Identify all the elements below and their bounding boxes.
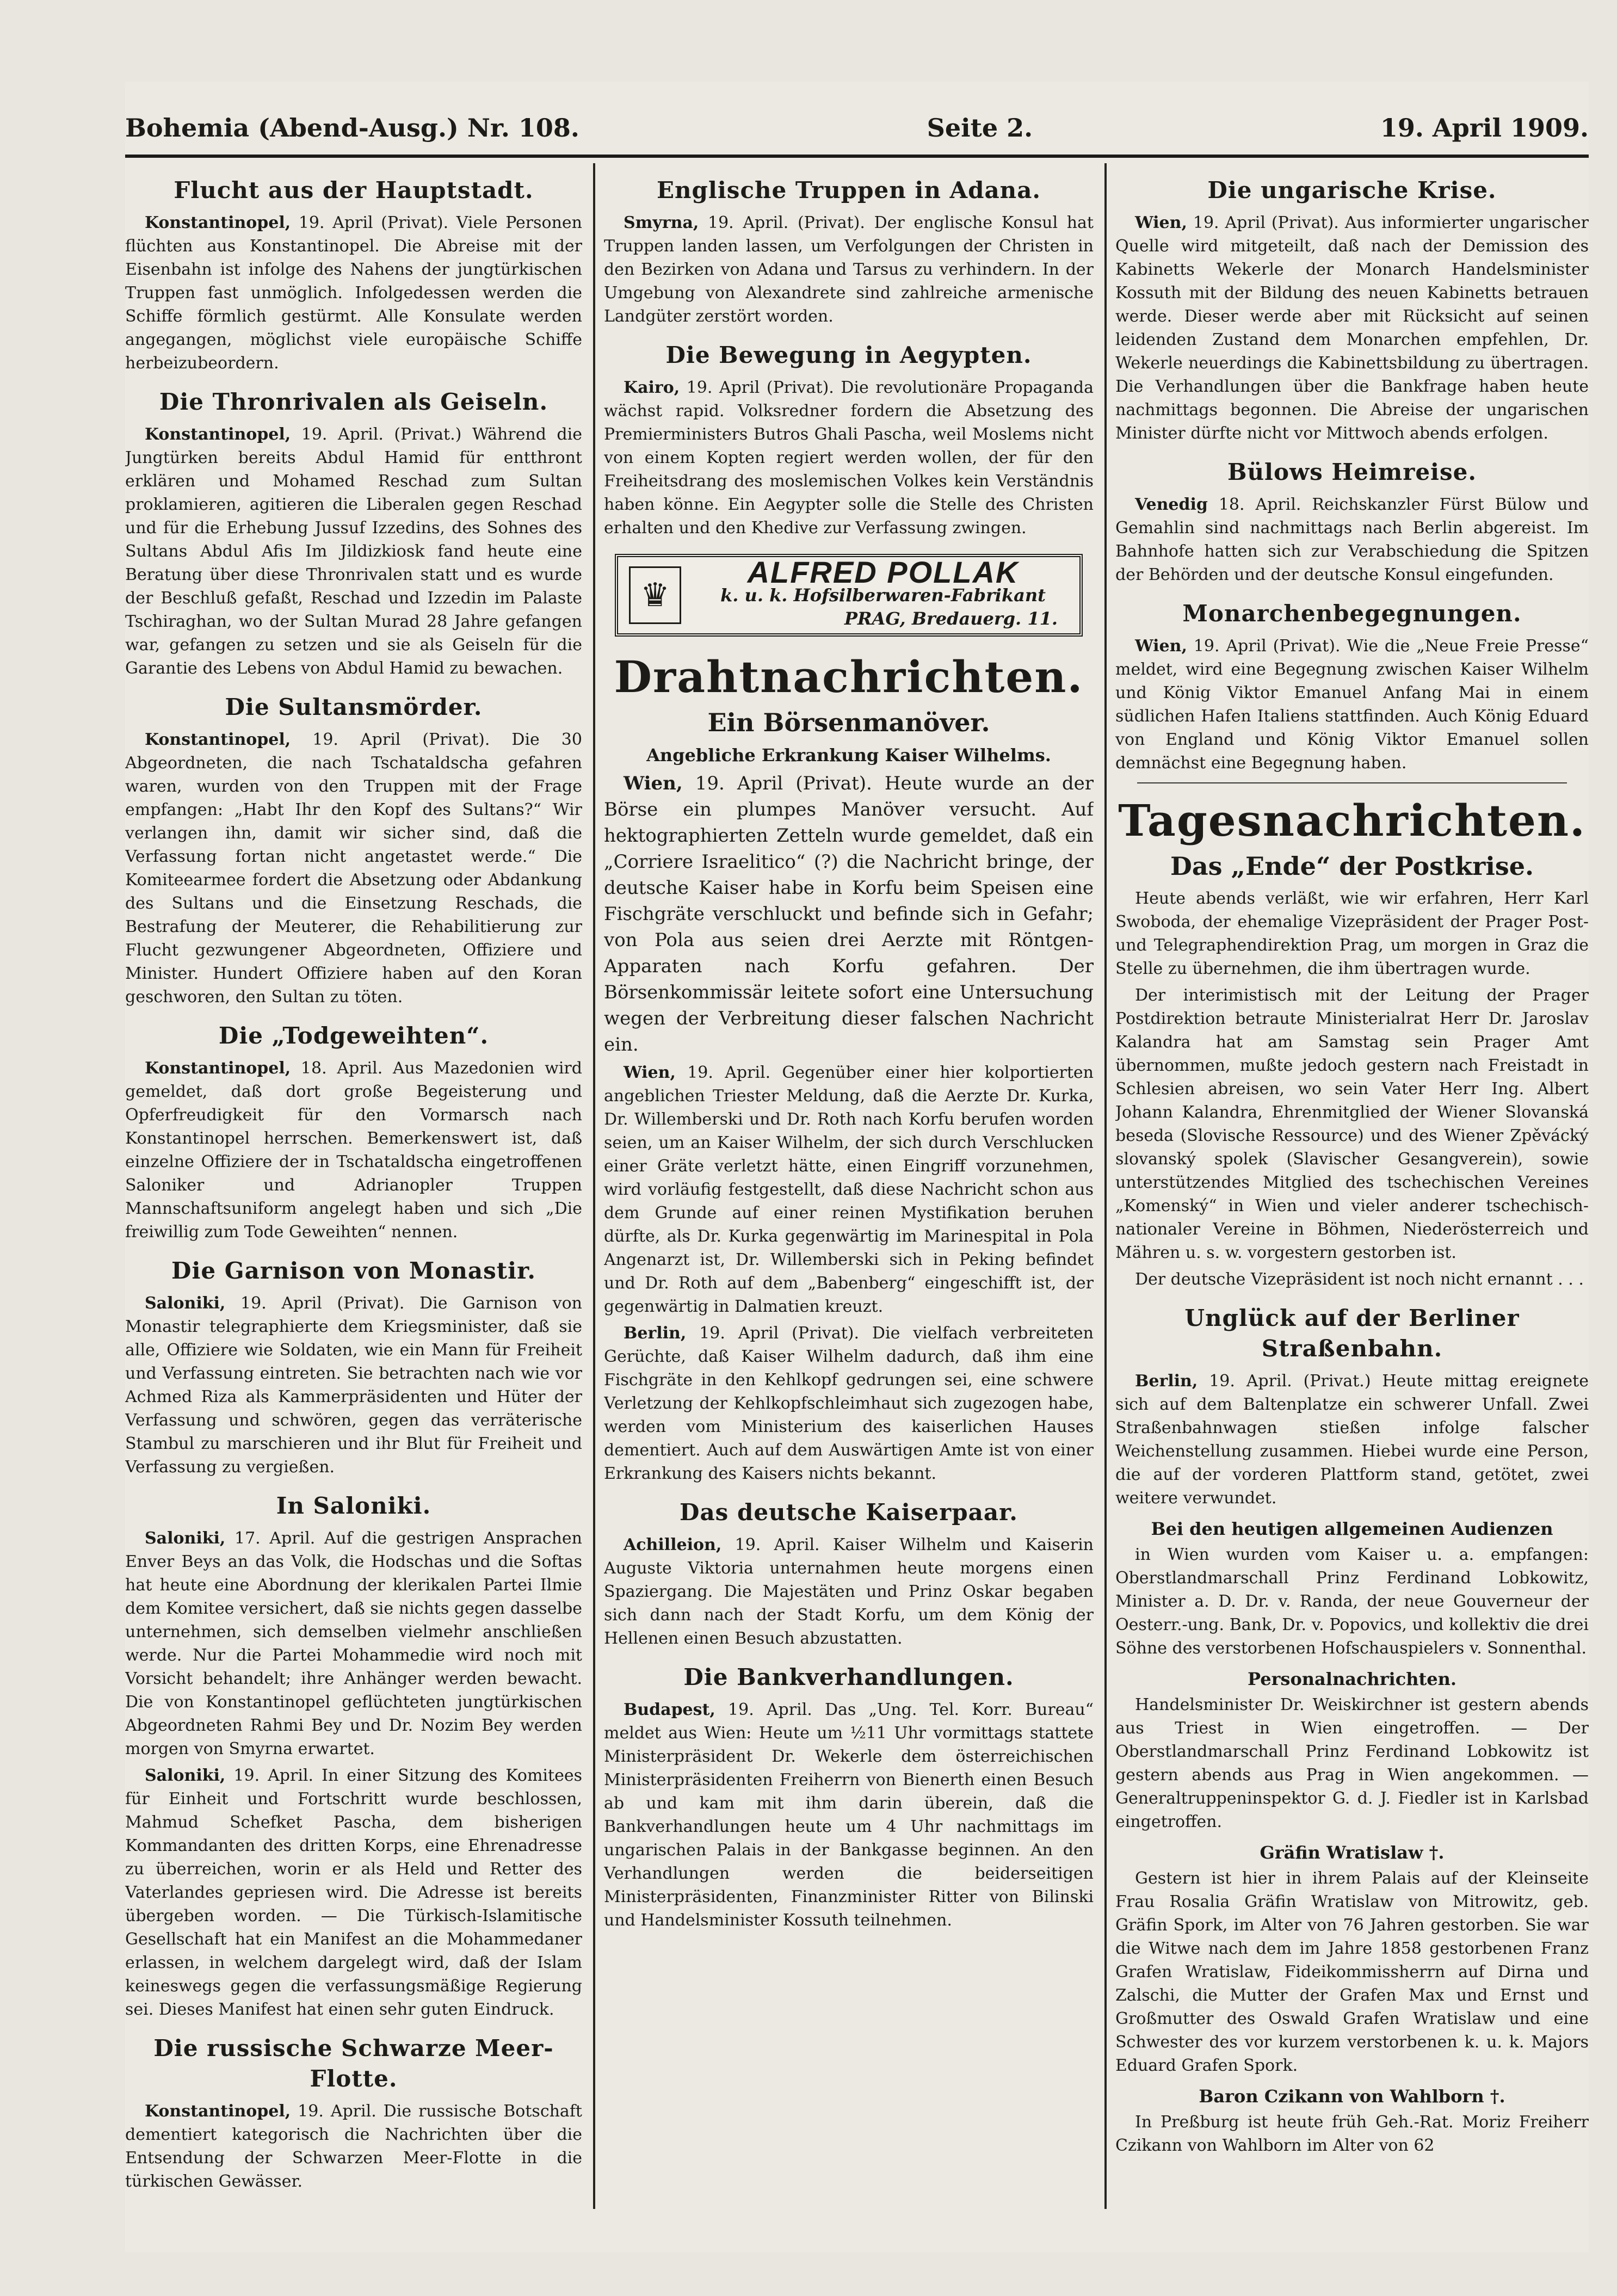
article-headline: Monarchenbegegnungen. xyxy=(1182,600,1522,627)
dateline: Konstantinopel, xyxy=(145,730,291,749)
article-headline: Die „Todgeweihten“. xyxy=(218,1022,489,1049)
section-title: Tagesnachrichten. xyxy=(1118,795,1586,846)
article-body xyxy=(125,1292,582,1479)
article-body xyxy=(604,211,1094,328)
dateline: Budapest, xyxy=(624,1700,715,1719)
article-text: 19. April. Das „Ung. Tel. Korr. Bureau“ meldet aus Wien: Heute um ½11 Uhr vormittags stattete Ministerpräsident Dr. Wekerle dem österreichischen Ministerpräsidenten Freiherrn von Bienerth einen Besuch ab und kam mit ihm darin überein, daß die Bankverhandlungen heute um 4 Uhr nachmittags im ungarischen Palais in der Bankgasse beginnen. An den Verhandlungen werden die beiderseitigen Ministerpräsidenten, Finanzminister Ritter von Bilinski und Handelsminister Kossuth teilnehmen. xyxy=(604,1700,1094,1930)
article-headline: Gräfin Wratislaw †. xyxy=(1260,1842,1445,1863)
article-headline: Die Bewegung in Aegypten. xyxy=(665,342,1032,368)
article-text: 17. April. Auf die gestrigen Ansprachen Enver Beys an das Volk, die Hodschas und die Softas hat heute eine Abordnung der klerikalen Partei Ilmie dem Komitee versichert, daß sie nichts gegen dasselbe unternehmen, sich demselben vielmehr anschließen werde. Nur die Partei Mohammedie wird noch mit Vorsicht behandelt; ihre Anhänger werden bewacht. Die von Konstantinopel geflüchteten jungtürkischen Abgeordneten Rahmi Bey und Dr. Nozim Bey werden morgen von Smyrna erwartet. xyxy=(125,1529,582,1758)
article-text: 19. April (Privat). Die vielfach verbreiteten Gerüchte, daß Kaiser Wilhelm dadurch, daß ihm eine Fischgräte in den Kehlkopf gedrungen sei, eine schwere Verletzung der Kehlkopfschleimhaut sich zugezogen habe, werden vom Ministerium des kaiserlichen Hauses dementiert. Auch auf dem Auswärtigen Amte ist von einer Erkrankung des Kaisers nichts bekannt. xyxy=(604,1324,1094,1483)
dateline: Wien, xyxy=(624,773,683,794)
article-headline: Die russische Schwarze Meer-Flotte. xyxy=(153,2035,554,2092)
dateline: Konstantinopel, xyxy=(145,213,291,232)
article-text: 19. April. Die russische Botschaft dementiert kategorisch die Nachrichten über die Entsendung der Schwarzen Meer-Flotte in die türkischen Gewässer. xyxy=(125,2102,582,2191)
article-headline: Die Garnison von Monastir. xyxy=(171,1257,536,1284)
article-body xyxy=(604,1533,1094,1650)
article-body xyxy=(604,770,1094,1058)
article-body xyxy=(604,1698,1094,1932)
section-title: Drahtnachrichten. xyxy=(614,651,1084,702)
article-text: 19. April (Privat). Heute wurde an der Börse ein plumpes Manöver versucht. Auf hektographierten Zetteln wurde gemeldet, daß ein „Corriere Israelitico“ (?) die Nachricht bringe, der deutsche Kaiser habe in Korfu beim Speisen eine Fischgräte verschluckt und befinde sich in Gefahr; von Pola aus seien drei Aerzte mit Röntgen-Apparaten nach Korfu gefahren. Der Börsenkommissär leitete sofort eine Untersuchung wegen der Verbreitung dieser falschen Nachricht ein. xyxy=(604,773,1094,1056)
advertiser-title: k. u. k. Hofsilberwaren-Fabrikant xyxy=(720,584,1046,606)
article-body xyxy=(1115,493,1589,587)
article-headline: Ein Börsenmanöver. xyxy=(707,708,990,737)
article-headline: Unglück auf der Berliner Straßenbahn. xyxy=(1184,1305,1520,1362)
dateline: Wien, xyxy=(1135,213,1187,232)
article-body xyxy=(1115,634,1589,775)
dateline: Berlin, xyxy=(624,1324,687,1343)
header-left: Bohemia (Abend-Ausg.) Nr. 108. xyxy=(125,113,579,143)
article-headline: Die Bankverhandlungen. xyxy=(683,1664,1014,1690)
article-text: Der deutsche Vizepräsident ist noch nicht ernannt . . . xyxy=(1135,1270,1584,1289)
dateline: Kairo, xyxy=(624,378,680,397)
article-body xyxy=(125,423,582,680)
dateline: Konstantinopel, xyxy=(145,2102,291,2121)
advertiser-address: PRAG, Bredauerg. 11. xyxy=(844,608,1058,629)
dateline: Saloniki, xyxy=(145,1529,226,1548)
dateline: Saloniki, xyxy=(145,1766,226,1785)
newspaper-page xyxy=(125,82,1589,2252)
article-text: 19. April. (Privat.) Während die Jungtürken bereits Abdul Hamid für entthront erklären und Mohamed Reschad zum Sultan proklamieren, agitieren die Liberalen gegen Reschad und für die Erhebung Jussuf Izzedins, des Sohnes des Sultans Abdul Afis Im Jildizkiosk fand heute eine Beratung über diese Thronrivalen statt und es wurde der Beschluß gefaßt, Reschad und Izzedin im Palaste Tschiraghan, wo der Sultan Murad 28 Jahre gefangen war, gefangen zu setzen und sie als Geiseln für die Garantie des Lebens von Abdul Hamid zu bewachen. xyxy=(125,425,582,678)
article-headline: In Saloniki. xyxy=(276,1492,431,1519)
article-headline: Bei den heutigen allgemeinen Audienzen xyxy=(1151,1519,1553,1539)
article-text: In Preßburg ist heute früh Geh.-Rat. Moriz Freiherr Czikann von Wahlborn im Alter von 62 xyxy=(1115,2113,1589,2155)
article-body xyxy=(604,376,1094,540)
header-center: Seite 2. xyxy=(927,113,1033,143)
article-body xyxy=(125,1057,582,1244)
article-headline: Das deutsche Kaiserpaar. xyxy=(680,1499,1018,1526)
section-divider xyxy=(1137,782,1567,783)
article-text: in Wien wurden vom Kaiser u. a. empfangen: Oberstlandmarschall Prinz Ferdinand Lobkowitz, Minister a. D. Dr. v. Randa, der neue Gouverneur der Oesterr.-ung. Bank, Dr. v. Popovics, und kollektiv die drei Söhne des verstorbenen Hofschauspielers v. Sonnenthal. xyxy=(1115,1545,1589,1658)
article-text: 19. April (Privat). Die 30 Abgeordneten, die nach Tschataldscha gefahren waren, wurden von den Truppen mit der Frage empfangen: „Habt Ihr den Kopf des Sultans?“ Wir verlangen ihn, damit wir sicher sind, daß die Verfassung fortan nicht angetastet werde.“ Die Komiteearmee fordert die Absetzung oder Abdankung des Sultans und die Einsetzung Reschads, die Bestrafung der Meuterer, die Rehabilitierung zur Flucht gezwungener Abgeordneten, Offiziere und Minister. Hundert Offiziere haben auf den Koran geschworen, den Sultan zu töten. xyxy=(125,730,582,1007)
dateline: Venedig xyxy=(1135,495,1208,514)
page-header xyxy=(125,103,1589,152)
article-body xyxy=(604,1061,1094,1318)
article-body xyxy=(125,1527,582,1761)
column-1 xyxy=(125,163,582,2220)
article-text: 18. April. Reichskanzler Fürst Bülow und Gemahlin sind nachmittags nach Berlin abgereist. Im Bahnhofe hatten sich zur Verabschiedung die Spitzen der Behörden und der deutsche Konsul eingefunden. xyxy=(1115,495,1589,584)
dateline: Konstantinopel, xyxy=(145,1059,291,1078)
article-body xyxy=(125,728,582,1009)
advertisement xyxy=(615,554,1083,637)
article-body xyxy=(1115,211,1589,445)
article-body xyxy=(125,1764,582,2021)
dateline: Achilleion, xyxy=(624,1535,722,1554)
article-text: 19. April (Privat). Die Garnison von Monastir telegraphierte dem Kriegsminister, daß sie alle, Offiziere wie Soldaten, wie ein Mann für Freiheit und Verfassung eintreten. Sie betrachten nach wie vor Achmed Riza als Kammerpräsidenten und Hüter der Verfassung und schwören, gegen das verräterische Stambul zu marschieren und ihr Blut für Freiheit und Verfassung zu vergießen. xyxy=(125,1294,582,1477)
column-3 xyxy=(1115,163,1589,2220)
article-text: Handelsminister Dr. Weiskirchner ist gestern abends aus Triest in Wien eingetroffen. — Der Oberstlandmarschall Prinz Ferdinand Lobkowitz ist gestern abends aus Prag in Wien angekommen. — Generaltruppeninspektor G. d. J. Fiedler ist in Karlsbad eingetroffen. xyxy=(1115,1695,1589,1831)
article-subheadline: Angebliche Erkrankung Kaiser Wilhelms. xyxy=(646,745,1051,766)
article-headline: Personalnachrichten. xyxy=(1248,1669,1456,1689)
article-body xyxy=(125,211,582,375)
column-divider xyxy=(593,163,595,2209)
article-headline: Baron Czikann von Wahlborn †. xyxy=(1199,2086,1505,2107)
advertisement-text xyxy=(698,554,1069,631)
dateline: Smyrna, xyxy=(624,213,699,232)
column-divider xyxy=(1104,163,1107,2209)
article-text: 18. April. Aus Mazedonien wird gemeldet, daß dort große Begeisterung und Opferfreudigkeit für den Vormarsch nach Konstantinopel herrschen. Bemerkenswert ist, daß einzelne Offiziere der in Tschataldscha eingetroffenen Saloniker und Adrianopler Truppen Mannschaftsuniform angelegt haben und sich „Die freiwillig zum Tode Geweihten“ nennen. xyxy=(125,1059,582,1242)
article-body xyxy=(125,2100,582,2193)
article-headline: Flucht aus der Hauptstadt. xyxy=(174,177,534,203)
advertiser-name: ALFRED POLLAK xyxy=(747,554,1019,589)
article-text: 19. April (Privat). Die revolutionäre Propaganda wächst rapid. Volksredner fordern die Absetzung des Premierministers Butros Ghali Pascha, weil Moslems nicht von einem Kopten regiert werden wollen, der für den Freiheitsdrang des moslemischen Volkes kein Verständnis haben könne. Ein Aegypter solle die Stelle des Christen erhalten und den Khedive zur Verfassung zwingen. xyxy=(604,378,1094,538)
dateline: Saloniki, xyxy=(145,1294,226,1313)
article-headline: Die Thronrivalen als Geiseln. xyxy=(159,388,548,415)
article-text: 19. April (Privat). Aus informierter ungarischer Quelle wird mitgeteilt, daß nach der Demission des Kabinetts Wekerle der Monarch Handelsminister Kossuth mit der Bildung des neuen Kabinetts betrauen werde. Dieser werde aber mit Rücksicht auf seinen leidenden Zustand dem Monarchen empfehlen, Dr. Wekerle neuerdings die Kabinettsbildung zu übertragen. Die Verhandlungen über die Bankfrage haben heute nachmittags begonnen. Die Abreise der ungarischen Minister dürfte nicht vor Mittwoch abends erfolgen. xyxy=(1115,213,1589,443)
header-rule xyxy=(125,155,1589,158)
dateline: Wien, xyxy=(1135,637,1187,656)
article-text: 19. April. Kaiser Wilhelm und Kaiserin Auguste Viktoria unternahmen heute morgens einen Spaziergang. Die Majestäten und Prinz Oskar begaben sich dann nach der Stadt Korfu, um dem König der Hellenen einen Besuch abzustatten. xyxy=(604,1535,1094,1648)
crown-emblem-icon: ♛ xyxy=(629,566,681,624)
dateline: Konstantinopel, xyxy=(145,425,291,444)
article-headline: Das „Ende“ der Postkrise. xyxy=(1170,851,1534,881)
header-right: 19. April 1909. xyxy=(1380,113,1589,143)
article-headline: Englische Truppen in Adana. xyxy=(656,177,1041,203)
article-body xyxy=(604,1322,1094,1485)
article-headline: Die Sultansmörder. xyxy=(225,694,483,720)
dateline: Wien, xyxy=(624,1063,676,1082)
article-text: Heute abends verläßt, wie wir erfahren, Herr Karl Swoboda, der ehemalige Vizepräsident der Prager Post- und Telegraphendirektion Prag, um morgen in Graz die Stelle zu übernehmen, die ihm übertragen wurde. xyxy=(1115,889,1589,978)
article-headline: Die ungarische Krise. xyxy=(1207,177,1497,203)
article-text: 19. April. In einer Sitzung des Komitees für Einheit und Fortschritt wurde beschlossen, Mahmud Schefket Pascha, dem bisherigen Kommandanten des dritten Korps, eine Ehrenadresse zu überreichen, worin er als Held und Retter des Vaterlandes gepriesen wird. Die Adresse ist bereits übergeben worden. — Die Türkisch-Islamitische Gesellschaft hat ein Manifest an die Mohammedaner erlassen, in welchem dargelegt wird, daß der Islam keineswegs gegen die verfassungsmäßige Regierung sei. Dieses Manifest hat einen sehr guten Eindruck. xyxy=(125,1766,582,2019)
dateline: Berlin, xyxy=(1135,1372,1198,1391)
article-text: Gestern ist hier in ihrem Palais auf der Kleinseite Frau Rosalia Gräfin Wratislaw von Mitrowitz, geb. Gräfin Spork, im Alter von 76 Jahren gestorben. Sie war die Witwe nach dem im Jahre 1858 gestorbenen Franz Grafen Wratislaw, Fideikommissherrn auf Dirna und Zalschi, die Mutter der Grafen Max und Ernst und Großmutter des Oswald Grafen Wratislaw und eine Schwester des vor kurzem verstorbenen k. u. k. Majors Eduard Grafen Spork. xyxy=(1115,1869,1589,2075)
article-text: 19. April. (Privat). Der englische Konsul hat Truppen landen lassen, um Verfolgungen der Christen in den Bezirken von Adana und Tarsus zu verhindern. In der Umgebung von Alexandrete sind zahlreiche armenische Landgüter zerstört worden. xyxy=(604,213,1094,326)
article-text: 19. April (Privat). Viele Personen flüchten aus Konstantinopel. Die Abreise mit der Eisenbahn ist infolge des Nahens der jungtürkischen Truppen fast unmöglich. Infolgedessen werden die Schiffe förmlich gestürmt. Alle Konsulate werden angegangen, möglichst viele europäische Schiffe herbeizubeordern. xyxy=(125,213,582,373)
article-text: 19. April. (Privat.) Heute mittag ereignete sich auf dem Baltenplatze ein schwerer Unfall. Zwei Straßenbahnwagen stießen infolge falscher Weichenstellung zusammen. Hiebei wurde eine Person, die auf der vorderen Plattform stand, getötet, zwei weitere verwundet. xyxy=(1115,1372,1589,1508)
article-headline: Bülows Heimreise. xyxy=(1227,459,1477,485)
article-text: 19. April (Privat). Wie die „Neue Freie Presse“ meldet, wird eine Begegnung zwischen Kaiser Wilhelm und König Viktor Emanuel Anfang Mai in einem südlichen Hafen Italiens stattfinden. Auch König Eduard von England und König Viktor Emanuel sollen demnächst eine Begegnung haben. xyxy=(1115,637,1589,773)
article-text: Der interimistisch mit der Leitung der Prager Postdirektion betraute Ministerialrat Herr Dr. Jaroslav Kalandra hat am Samstag sein Prager Amt übernommen, mußte jedoch gestern nach Freistadt in Schlesien abreisen, wo sein Vater Herr Ing. Albert Johann Kalandra, Ehrenmitglied der Wiener Slovanská beseda (Slovische Ressource) und des Wiener Zpěvácký slovanský spolek (Slavischer Gesangverein), sowie unterstützendes Mitglied des tschechischen Vereines „Komenský“ in Wien und vieler anderer tschechisch-nationaler Vereine in Böhmen, Niederösterreich und Mähren u. s. w. vorgestern gestorben ist. xyxy=(1115,986,1589,1262)
article-text: 19. April. Gegenüber einer hier kolportierten angeblichen Triester Meldung, daß die Aerzte Dr. Kurka, Dr. Willemberski und Dr. Roth nach Korfu berufen worden seien, um an Kaiser Wilhelm, der sich durch Verschlucken einer Gräte verletzt hätte, einen Eingriff vorzunehmen, wird vorläufig festgestellt, daß diese Nachricht schon aus dem Grunde auf einer reinen Mystifikation beruhen dürfte, als Dr. Kurka gegenwärtig im Marinespital in Pola Angenarzt ist, Dr. Willemberski sich in Peking befindet und Dr. Roth auf dem „Babenberg“ eingeschifft ist, der gegenwärtig in Dalmatien kreuzt. xyxy=(604,1063,1094,1316)
article-body xyxy=(1115,1369,1589,1510)
column-2 xyxy=(604,163,1094,2220)
